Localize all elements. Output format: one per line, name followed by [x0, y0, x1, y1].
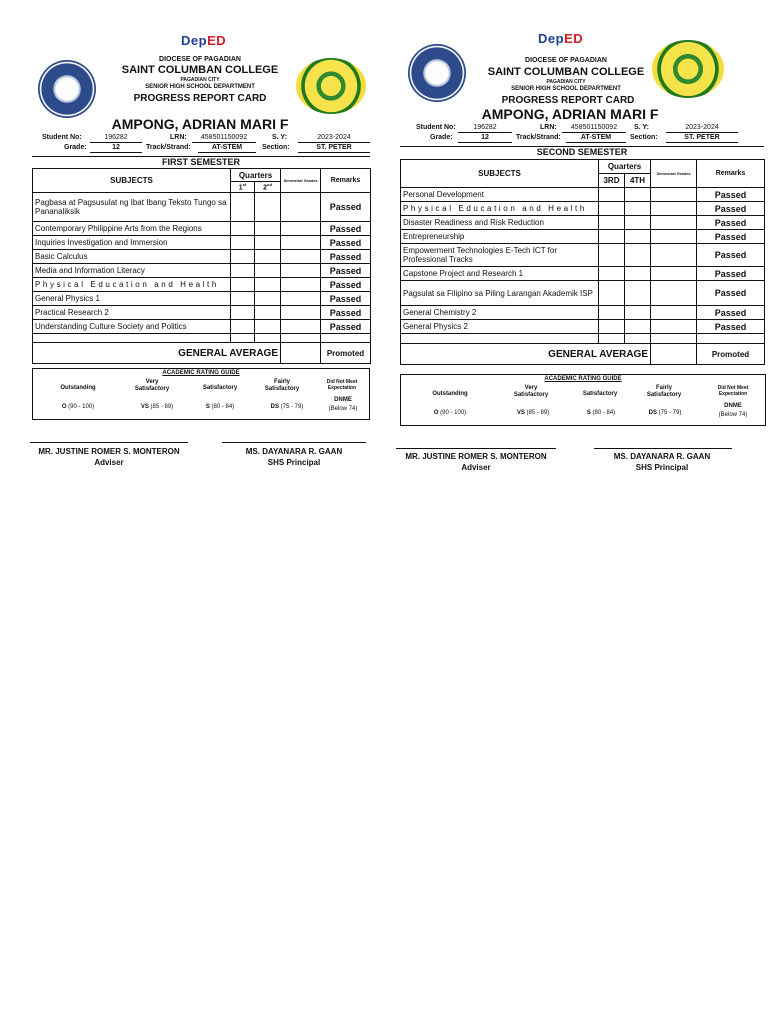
table-row — [401, 320, 765, 334]
report-title: PROGRESS REPORT CARD — [501, 95, 635, 106]
subject-name: Empowerment Technologies E-Tech ICT for Professional Tracks — [401, 244, 599, 267]
dnme-code: DNME — [334, 397, 352, 403]
subject-remarks: Passed — [321, 236, 371, 250]
sy-label: S. Y: — [634, 124, 649, 131]
subject-remarks: Passed — [321, 222, 371, 236]
city-text: PAGADIAN CITY — [546, 79, 586, 85]
section-label: Section: — [630, 134, 658, 141]
subject-name: Pagbasa at Pagsusulat ng Ibat Ibang Teksto Tungo sa Pananaliksik — [33, 193, 231, 222]
student-info — [384, 122, 768, 146]
ds-code: DS (75 - 79) — [648, 410, 682, 416]
subjects-header: SUBJECTS — [401, 160, 599, 188]
table-row — [401, 281, 765, 306]
student-name: AMPONG, ADRIAN MARI F — [481, 106, 659, 122]
table-row — [33, 193, 371, 222]
subject-name: Personal Development — [401, 188, 599, 202]
student-no-value: 196282 — [458, 124, 512, 133]
college-seal-icon — [38, 60, 96, 118]
subject-name: Contemporary Philippine Arts from the Regions — [33, 222, 231, 236]
adviser-role: Adviser — [461, 463, 491, 472]
subject-remarks: Passed — [321, 306, 371, 320]
adviser-name: MR. JUSTINE ROMER S. MONTERON — [405, 452, 547, 461]
grade-label: Grade: — [64, 144, 87, 151]
remarks-header: Remarks — [697, 160, 765, 188]
report-card-second-semester — [384, 0, 768, 472]
subject-name: Basic Calculus — [33, 250, 231, 264]
section-value: ST. PETER — [666, 134, 738, 143]
college-name: SAINT COLUMBAN COLLEGE — [487, 66, 645, 78]
dnme-range: (Below 74) — [718, 412, 748, 418]
grades-table-first — [32, 168, 371, 364]
department-seal-icon — [652, 40, 724, 98]
subject-remarks: Passed — [697, 244, 765, 267]
table-row — [401, 306, 765, 320]
subject-name: Pagsulat sa Filipino sa Piling Larangan Akademik ISP — [401, 281, 599, 306]
deped-logo: DepED — [181, 33, 227, 48]
subject-remarks: Passed — [697, 202, 765, 216]
subject-remarks: Passed — [321, 292, 371, 306]
table-row-empty — [401, 334, 765, 344]
dnme-label: Did Not Meet Expectation — [326, 379, 358, 391]
student-info — [0, 132, 384, 156]
table-row — [401, 244, 765, 267]
ds-code: DS (75 - 79) — [270, 404, 304, 410]
diocese-text: DIOCESE OF PAGADIAN — [159, 56, 241, 63]
subject-remarks: Passed — [697, 306, 765, 320]
dnme-range: (Below 74) — [328, 406, 358, 412]
subject-remarks: Passed — [697, 320, 765, 334]
section-value: ST. PETER — [298, 144, 370, 153]
general-average-row — [33, 343, 371, 364]
dnme-label: Did Not Meet Expectation — [717, 385, 749, 397]
fairly-satisfactory-label: Fairly Satisfactory — [264, 379, 300, 392]
semester-title: SECOND SEMESTER — [400, 146, 764, 157]
general-average-value — [651, 344, 697, 365]
table-row — [33, 222, 371, 236]
satisfactory-label: Satisfactory — [582, 391, 618, 397]
q4-header: 4TH — [625, 174, 651, 188]
subject-name: General Physics 2 — [401, 320, 599, 334]
lrn-label: LRN: — [170, 134, 187, 141]
principal-role: SHS Principal — [267, 458, 321, 467]
outstanding-code: O (90 - 100) — [61, 404, 95, 410]
fairly-satisfactory-label: Fairly Satisfactory — [646, 385, 682, 398]
general-average-label: GENERAL AVERAGE — [33, 343, 281, 364]
track-value: AT-STEM — [198, 144, 256, 153]
table-row — [33, 236, 371, 250]
section-label: Section: — [262, 144, 290, 151]
subject-name: Disaster Readiness and Risk Reduction — [401, 216, 599, 230]
table-row — [401, 216, 765, 230]
general-average-remarks: Promoted — [697, 344, 765, 365]
vs-code: VS (85 - 89) — [516, 410, 550, 416]
grade-value: 12 — [90, 144, 142, 153]
table-row — [401, 230, 765, 244]
card-header — [0, 0, 384, 132]
dnme-code: DNME — [724, 403, 742, 409]
subject-name: Inquiries Investigation and Immersion — [33, 236, 231, 250]
outstanding-label: Outstanding — [432, 391, 468, 397]
q2-header: 2nd — [255, 182, 281, 193]
principal-role: SHS Principal — [635, 463, 689, 472]
s-code: S (80 - 84) — [586, 410, 616, 416]
principal-signature-line — [222, 442, 366, 443]
city-text: PAGADIAN CITY — [180, 77, 220, 83]
college-name: SAINT COLUMBAN COLLEGE — [121, 64, 279, 76]
subject-remarks: Passed — [321, 193, 371, 222]
semestral-header: Semestral Grades — [651, 160, 697, 188]
table-row — [33, 264, 371, 278]
department-seal-icon — [296, 58, 366, 114]
lrn-label: LRN: — [540, 124, 557, 131]
rating-guide-title: ACADEMIC RATING GUIDE — [162, 370, 240, 376]
table-row — [401, 267, 765, 281]
principal-signature-line — [594, 448, 732, 449]
department-text: SENIOR HIGH SCHOOL DEPARTMENT — [511, 86, 621, 92]
table-row — [33, 306, 371, 320]
deped-logo: DepED — [538, 31, 584, 46]
diocese-text: DIOCESE OF PAGADIAN — [525, 57, 607, 64]
rating-guide — [32, 368, 370, 420]
subject-remarks: Passed — [697, 216, 765, 230]
principal-name: MS. DAYANARA R. GAAN — [245, 447, 343, 456]
outstanding-code: O (90 - 100) — [433, 410, 467, 416]
sy-value: 2023-2024 — [666, 124, 738, 133]
lrn-value: 458501150092 — [562, 124, 626, 133]
q3-header: 3RD — [599, 174, 625, 188]
table-row — [33, 320, 371, 334]
satisfactory-label: Satisfactory — [202, 385, 238, 391]
table-row — [33, 292, 371, 306]
subject-name: General Physics 1 — [33, 292, 231, 306]
very-satisfactory-label: Very Satisfactory — [134, 379, 170, 392]
table-row — [33, 250, 371, 264]
subject-remarks: Passed — [321, 278, 371, 292]
subject-remarks: Passed — [697, 267, 765, 281]
sy-value: 2023-2024 — [298, 134, 370, 143]
report-title: PROGRESS REPORT CARD — [133, 93, 267, 104]
subject-name: Capstone Project and Research 1 — [401, 267, 599, 281]
report-card-first-semester — [0, 0, 384, 467]
general-average-remarks: Promoted — [321, 343, 371, 364]
semestral-header: Semestral Grades — [281, 169, 321, 193]
track-label: Track/Strand: — [516, 134, 561, 141]
college-seal-icon — [408, 44, 466, 102]
quarters-header: Quarters — [599, 160, 651, 174]
department-text: SENIOR HIGH SCHOOL DEPARTMENT — [145, 84, 255, 90]
rating-guide — [400, 374, 766, 426]
subject-remarks: Passed — [321, 320, 371, 334]
student-no-label: Student No: — [42, 134, 82, 141]
principal-name: MS. DAYANARA R. GAAN — [613, 452, 711, 461]
subject-name: Understanding Culture Society and Politics — [33, 320, 231, 334]
subject-name: Media and Information Literacy — [33, 264, 231, 278]
subject-name: Physical Education and Health — [401, 202, 599, 216]
adviser-name: MR. JUSTINE ROMER S. MONTERON — [38, 447, 180, 456]
subject-name: Physical Education and Health — [33, 278, 231, 292]
adviser-signature-line — [30, 442, 188, 443]
subject-name: Entrepreneurship — [401, 230, 599, 244]
remarks-header: Remarks — [321, 169, 371, 193]
s-code: S (80 - 84) — [205, 404, 235, 410]
general-average-row — [401, 344, 765, 365]
q1-header: 1st — [231, 182, 255, 193]
outstanding-label: Outstanding — [60, 385, 96, 391]
subject-remarks: Passed — [697, 188, 765, 202]
grade-value: 12 — [458, 134, 512, 143]
subject-remarks: Passed — [321, 250, 371, 264]
track-label: Track/Strand: — [146, 144, 191, 151]
subjects-header: SUBJECTS — [33, 169, 231, 193]
grade-label: Grade: — [430, 134, 453, 141]
vs-code: VS (85 - 89) — [140, 404, 174, 410]
table-row — [33, 278, 371, 292]
rating-guide-title: ACADEMIC RATING GUIDE — [544, 376, 622, 382]
very-satisfactory-label: Very Satisfactory — [513, 385, 549, 398]
subject-remarks: Passed — [697, 230, 765, 244]
semester-title: FIRST SEMESTER — [32, 156, 370, 167]
student-no-value: 196282 — [90, 134, 142, 143]
adviser-role: Adviser — [94, 458, 124, 467]
grades-table-second — [400, 159, 765, 365]
card-header — [384, 0, 768, 122]
quarters-header: Quarters — [231, 169, 281, 182]
general-average-label: GENERAL AVERAGE — [401, 344, 651, 365]
table-row — [401, 188, 765, 202]
student-name: AMPONG, ADRIAN MARI F — [111, 116, 289, 132]
table-row-empty — [33, 334, 371, 343]
general-average-value — [281, 343, 321, 364]
subject-remarks: Passed — [321, 264, 371, 278]
subject-remarks: Passed — [697, 281, 765, 306]
subject-name: General Chemistry 2 — [401, 306, 599, 320]
table-row — [401, 202, 765, 216]
sy-label: S. Y: — [272, 134, 287, 141]
adviser-signature-line — [396, 448, 556, 449]
lrn-value: 458501150092 — [192, 134, 256, 143]
subject-name: Practical Research 2 — [33, 306, 231, 320]
student-no-label: Student No: — [416, 124, 456, 131]
track-value: AT-STEM — [566, 134, 626, 143]
